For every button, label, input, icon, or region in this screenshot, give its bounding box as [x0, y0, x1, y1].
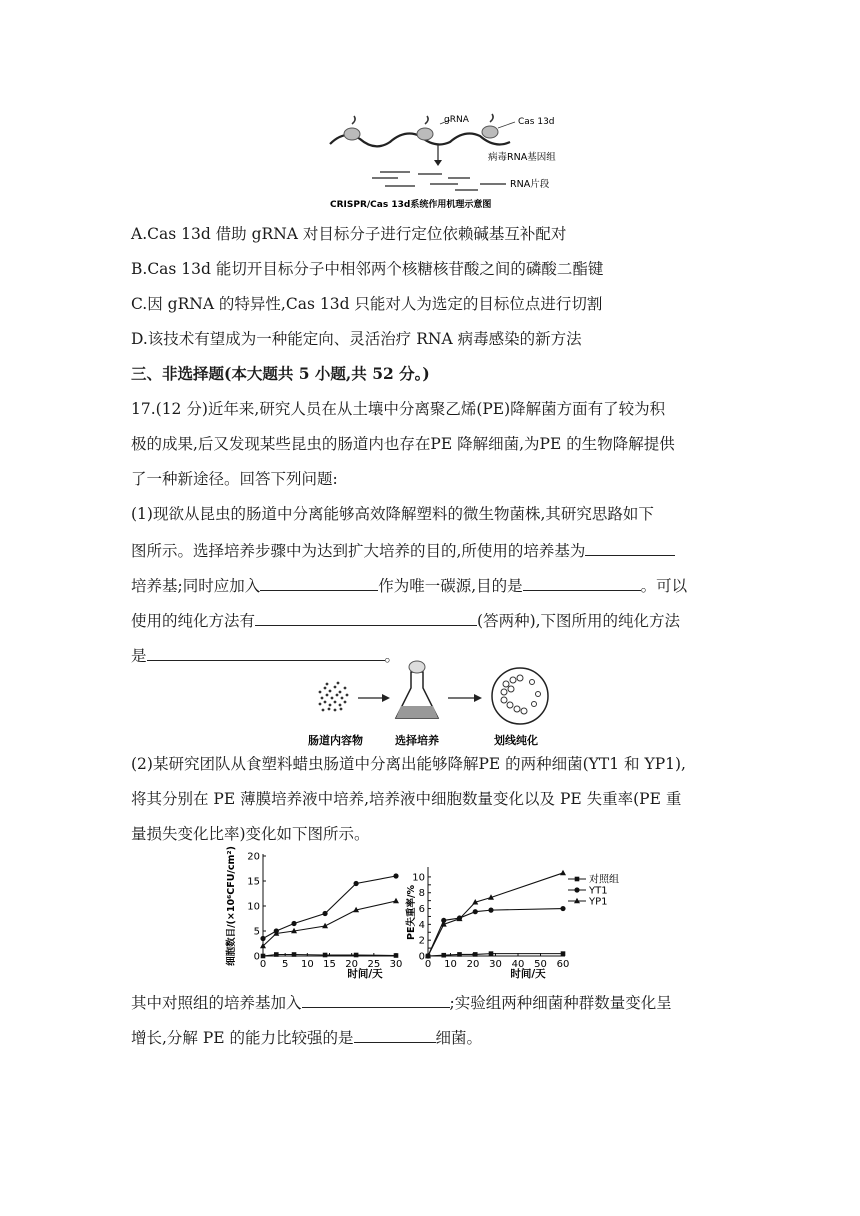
cas13d-complex-1 — [344, 116, 360, 140]
y-tick-label: 2 — [418, 935, 425, 947]
square-marker — [441, 953, 446, 958]
x-tick-label: 20 — [345, 959, 359, 970]
text-span: 其中对照组的培养基加入 — [131, 994, 302, 1012]
answer-blank-3[interactable] — [523, 574, 641, 591]
option-b: B.Cas 13d 能切开目标分子中相邻两个核糖核苷酸之间的磷酸二酯键 — [131, 260, 604, 278]
y-tick-label: 10 — [412, 872, 425, 884]
q17-line3: 了一种新途径。回答下列问题: — [131, 470, 338, 488]
flow-step1-label: 肠道内容物 — [308, 734, 363, 747]
x-tick-label: 15 — [323, 959, 336, 970]
triangle-marker — [393, 898, 399, 904]
y-tick-label: 10 — [247, 901, 260, 913]
figure1-caption: CRISPR/Cas 13d系统作用机理示意图 — [330, 200, 492, 210]
y-tick-label: 8 — [418, 888, 425, 900]
q17-part2-line3: 量损失变化比率)变化如下图所示。 — [131, 825, 370, 843]
series-line — [428, 873, 563, 956]
square-marker — [457, 952, 462, 957]
q17-part1-line2 — [131, 539, 675, 561]
y-axis-label: 细胞数目/(×10⁶CFU/cm²) — [226, 846, 237, 966]
y-tick-label: 5 — [253, 926, 260, 938]
answer-blank-1[interactable] — [585, 539, 675, 556]
grna-label: gRNA — [444, 115, 469, 125]
series-line — [428, 909, 563, 956]
answer-blank-4[interactable] — [255, 609, 477, 626]
answer-blank-7[interactable] — [354, 1026, 436, 1043]
cas13d-complex-2 — [417, 116, 433, 140]
q17-part2-line1: (2)某研究团队从食塑料蜡虫肠道中分离出能够降解PE 的两种细菌(YT1 和 YP1), — [131, 755, 686, 773]
text-span: 增长,分解 PE 的能力比较强的是 — [131, 1029, 354, 1047]
series-line — [263, 901, 396, 946]
y-tick-label: 4 — [418, 919, 425, 931]
option-d: D.该技术有望成为一种能定向、灵活治疗 RNA 病毒感染的新方法 — [131, 330, 582, 348]
legend-entry: 对照组 — [589, 874, 619, 886]
x-tick-label: 40 — [511, 959, 525, 970]
square-marker — [292, 952, 297, 957]
circle-marker — [574, 887, 579, 892]
x-tick-label: 5 — [281, 959, 289, 970]
q17-line1: 17.(12 分)近年来,研究人员在从土壤中分离聚乙烯(PE)降解菌方面有了较为积 — [131, 400, 666, 418]
pe-weight-loss-chart — [408, 844, 638, 984]
text-span: 细菌。 — [435, 1029, 483, 1047]
answer-blank-2[interactable] — [260, 574, 378, 591]
cell-count-chart — [225, 844, 415, 984]
circle-marker — [260, 936, 265, 941]
q17-last-line2 — [131, 1026, 482, 1048]
square-marker — [489, 951, 494, 956]
x-tick-label: 0 — [424, 959, 432, 970]
q17-part2-line2: 将其分别在 PE 薄膜培养液中培养,培养液中细胞数量变化以及 PE 失重率(PE 重 — [131, 790, 682, 808]
x-tick-label: 10 — [444, 959, 457, 970]
section3-heading: 三、非选择题(本大题共 5 小题,共 52 分。) — [131, 364, 430, 383]
x-tick-label: 0 — [259, 959, 267, 970]
circle-marker — [354, 881, 359, 886]
square-marker — [561, 951, 566, 956]
y-tick-label: 6 — [418, 904, 425, 916]
x-tick-label: 25 — [367, 959, 381, 970]
square-marker — [473, 952, 478, 957]
option-c: C.因 gRNA 的特异性,Cas 13d 只能对人为选定的目标位点进行切割 — [131, 295, 603, 313]
q17-part1-line1: (1)现欲从昆虫的肠道中分离能够高效降解塑料的微生物菌株,其研究思路如下 — [131, 505, 654, 523]
q17-part1-line4 — [131, 609, 680, 631]
x-tick-label: 10 — [300, 959, 314, 970]
x-tick-label: 60 — [556, 959, 570, 970]
square-marker — [394, 953, 399, 958]
x-tick-label: 20 — [466, 959, 480, 970]
text-span: 图所示。选择培养步骤中为达到扩大培养的目的,所使用的培养基为 — [131, 542, 586, 560]
y-axis-label: PE失重率/% — [406, 885, 417, 940]
q17-last-line1 — [131, 991, 672, 1013]
text-span: 作为唯一碳源,目的是 — [378, 577, 523, 595]
text-span: 使用的纯化方法有 — [131, 612, 256, 630]
square-marker — [323, 953, 328, 958]
y-tick-label: 15 — [247, 876, 260, 888]
circle-marker — [393, 873, 398, 878]
circle-marker — [291, 921, 296, 926]
y-tick-label: 20 — [247, 851, 260, 863]
text-span: 培养基;同时应加入 — [131, 577, 261, 595]
x-tick-label: 30 — [389, 959, 403, 970]
text-span: (答两种),下图所用的纯化方法 — [477, 612, 681, 630]
series-line — [263, 876, 396, 939]
circle-marker — [488, 908, 493, 913]
cas13d-label: Cas 13d — [518, 117, 555, 127]
x-tick-label: 30 — [489, 959, 502, 970]
crispr-mechanism-figure — [330, 114, 580, 214]
triangle-marker — [560, 870, 566, 876]
flow-step2-label: 选择培养 — [395, 734, 439, 747]
streak-plate-icon — [492, 668, 548, 724]
fragment-label: RNA片段 — [510, 179, 550, 190]
legend-entry: YP1 — [589, 896, 608, 908]
x-axis-label: 时间/天 — [510, 968, 546, 980]
rna-fragments — [372, 172, 506, 190]
square-marker — [575, 877, 580, 882]
text-span: ;实验组两种细菌种群数量变化呈 — [449, 994, 672, 1012]
triangle-marker — [322, 923, 328, 929]
culture-flask-icon — [396, 661, 438, 718]
circle-marker — [560, 906, 565, 911]
text-span: 是 — [131, 647, 147, 665]
x-tick-label: 50 — [534, 959, 547, 970]
answer-blank-6[interactable] — [302, 991, 450, 1008]
option-a: A.Cas 13d 借助 gRNA 对目标分子进行定位依赖碱基互补配对 — [131, 225, 567, 243]
square-marker — [354, 953, 359, 958]
y-tick-label: 0 — [418, 951, 425, 963]
gut-contents-dots — [319, 682, 349, 712]
square-marker — [261, 954, 266, 959]
isolation-flow-figure — [308, 658, 568, 748]
y-tick-label: 0 — [253, 951, 260, 963]
text-span: 。 — [384, 647, 401, 665]
cas13d-complex-3 — [482, 114, 498, 138]
q17-line2: 极的成果,后又发现某些昆虫的肠道内也存在PE 降解细菌,为PE 的生物降解提供 — [131, 435, 675, 453]
q17-part1-line3 — [131, 574, 687, 596]
circle-marker — [322, 911, 327, 916]
genome-label: 病毒RNA基因组 — [488, 152, 556, 163]
square-marker — [274, 952, 279, 957]
legend-entry: YT1 — [589, 885, 608, 897]
text-span: 。可以 — [640, 577, 688, 595]
circle-marker — [473, 909, 478, 914]
x-axis-label: 时间/天 — [347, 968, 383, 980]
flow-step3-label: 划线纯化 — [494, 734, 538, 747]
